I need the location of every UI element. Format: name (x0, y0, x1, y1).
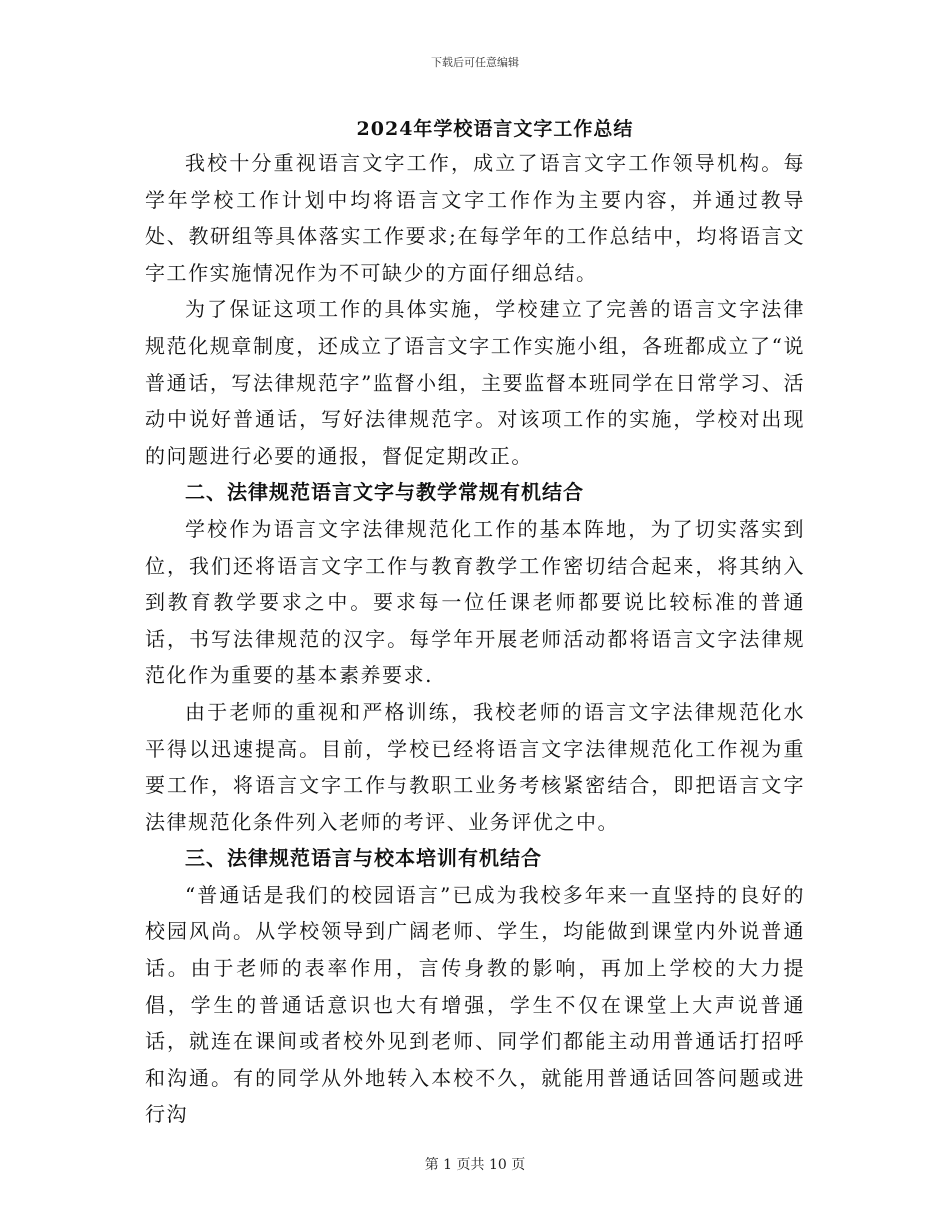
paragraph-campus-language: “普通话是我们的校园语言”已成为我校多年来一直坚持的良好的校园风尚。从学校领导到广阔老师、学生，均能做到课堂内外说普通话。由于老师的表率作用，言传身教的影响，再加上学校的大力提倡，学生的普通话意识也大有增强，学生不仅在课堂上大声说普通话，就连在课间或者校外见到老师、同学们都能主动用普通话打招呼和沟通。有的同学从外地转入本校不久，就能用普通话回答问题或进行沟 (145, 882, 805, 1127)
document-body (145, 145, 805, 1133)
page-footer: 第 1 页共 10 页 (424, 1157, 526, 1173)
section-heading-school-training: 三、法律规范语言与校本培训有机结合 (185, 846, 542, 871)
paragraph-intro: 我校十分重视语言文字工作，成立了语言文字工作领导机构。每学年学校工作计划中均将语言文字工作作为主要内容，并通过教导处、教研组等具体落实工作要求;在每学年的工作总结中，均将语言文字工作实施情况作为不可缺少的方面仔细总结。 (145, 151, 805, 285)
paragraph-teacher-training: 由于老师的重视和严格训练，我校老师的语言文字法律规范化水平得以迅速提高。目前，学校已经将语言文字法律规范化工作视为重要工作，将语言文字工作与教职工业务考核紧密结合，即把语言文字法律规范化条件列入老师的考评、业务评优之中。 (145, 699, 805, 834)
paragraph-regulations: 为了保证这项工作的具体实施，学校建立了完善的语言文字法律规范化规章制度，还成立了语言文字工作实施小组，各班都成立了“说普通话，写法律规范字”监督小组，主要监督本班同学在日常学习、活动中说好普通话，写好法律规范字。对该项工作的实施，学校对出现的问题进行必要的通报，督促定期改正。 (145, 297, 805, 468)
section-heading-teaching: 二、法律规范语言文字与教学常规有机结合 (185, 480, 584, 505)
paragraph-teaching: 学校作为语言文字法律规范化工作的基本阵地，为了切实落实到位，我们还将语言文字工作与教育教学工作密切结合起来，将其纳入到教育教学要求之中。要求每一位任课老师都要说比较标准的普通话，书写法律规范的汉字。每学年开展老师活动都将语言文字法律规范化作为重要的基本素养要求. (145, 516, 805, 688)
header-note: 下载后可任意编辑 (431, 56, 519, 69)
document-title: 2024年学校语言文字工作总结 (356, 118, 634, 140)
